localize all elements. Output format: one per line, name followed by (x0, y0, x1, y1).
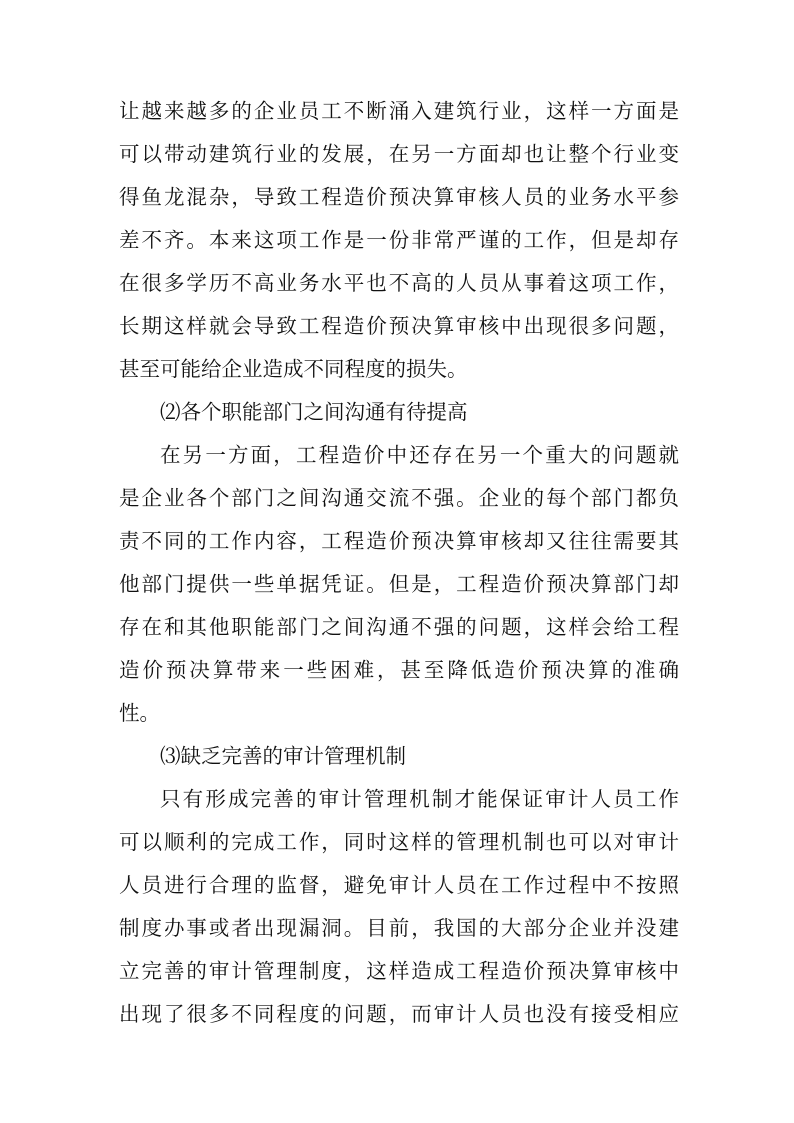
paragraph-1 (119, 90, 679, 391)
text-line: 只有形成完善的审计管理机制才能保证审计人员工作 (160, 787, 679, 811)
document-page (119, 90, 679, 1036)
text-line: 出现了很多不同程度的问题，而审计人员也没有接受相应 (119, 1002, 679, 1026)
paragraph-3 (119, 778, 679, 1036)
text-line: 制度办事或者出现漏洞。目前，我国的大部分企业并没建 (119, 916, 679, 940)
text-line: 立完善的审计管理制度，这样造成工程造价预决算审核中 (119, 959, 679, 983)
text-line: 可以带动建筑行业的发展，在另一方面却也让整个行业变 (119, 142, 679, 166)
text-line: 让越来越多的企业员工不断涌入建筑行业，这样一方面是 (119, 99, 679, 123)
text-line: 长期这样就会导致工程造价预决算审核中出现很多问题， (119, 314, 679, 338)
text-line: 甚至可能给企业造成不同程度的损失。 (119, 357, 468, 381)
text-line: 他部门提供一些单据凭证。但是，工程造价预决算部门却 (119, 572, 679, 596)
text-line: 存在和其他职能部门之间沟通不强的问题，这样会给工程 (119, 615, 679, 639)
text-line: 差不齐。本来这项工作是一份非常严谨的工作，但是却存 (119, 228, 679, 252)
section-heading-3: ⑶缺乏完善的审计管理机制 (160, 744, 406, 768)
text-line: 人员进行合理的监督，避免审计人员在工作过程中不按照 (119, 873, 679, 897)
paragraph-2 (119, 434, 679, 735)
text-line: 责不同的工作内容，工程造价预决算审核却又往往需要其 (119, 529, 679, 553)
text-line: 性。 (119, 701, 160, 725)
text-line: 在很多学历不高业务水平也不高的人员从事着这项工作， (119, 271, 679, 295)
text-line: 可以顺利的完成工作，同时这样的管理机制也可以对审计 (119, 830, 679, 854)
text-line: 是企业各个部门之间沟通交流不强。企业的每个部门都负 (119, 486, 679, 510)
text-line: 在另一方面，工程造价中还存在另一个重大的问题就 (160, 443, 679, 467)
section-heading-2: ⑵各个职能部门之间沟通有待提高 (160, 400, 468, 424)
text-line: 得鱼龙混杂，导致工程造价预决算审核人员的业务水平参 (119, 185, 679, 209)
text-line: 造价预决算带来一些困难，甚至降低造价预决算的准确 (119, 658, 679, 682)
